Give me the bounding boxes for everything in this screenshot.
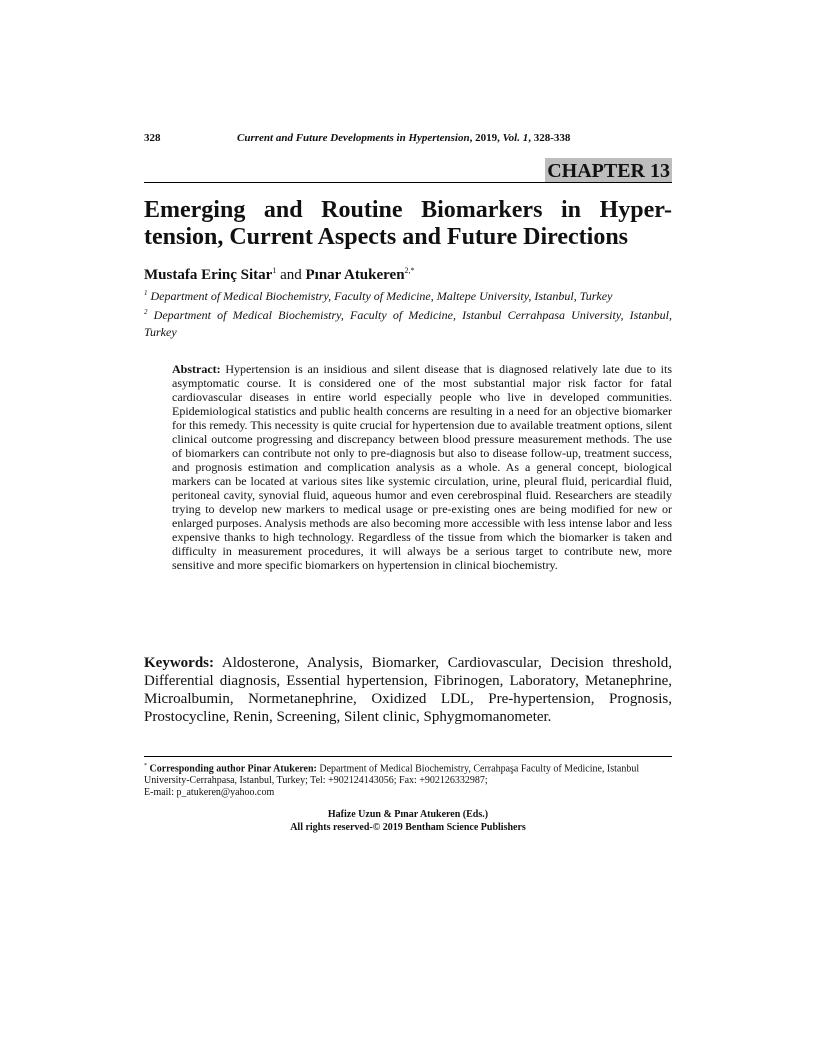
affiliation-1: $^1$ Department of Medical Biochemistry, Faculty of Medicine, Maltepe University, Istanbul, Turkey <box>144 289 613 303</box>
chapter-title <box>144 197 672 251</box>
chapter-rule <box>144 182 672 183</box>
abstract-label: Abstract: <box>172 362 221 376</box>
abstract <box>172 362 672 572</box>
keywords-label: Keywords: <box>144 655 214 671</box>
corresponding-author-footnote: * Corresponding author Pinar Atukeren: Department of Medical Biochemistry, Cerrahpaşa Faculty of Medicine, Istanbul University-Cerrahpasa, Istanbul, Turkey; Tel: +902124143056; Fax: +902126332987; E-mail: p_atukeren@yahoo.com <box>144 763 640 799</box>
editors-line: Hafize Uzun & Pınar Atukeren (Eds.) <box>327 809 489 820</box>
author-list: Mustafa Erinç Sitar$^1$ and Pınar Atukeren$^{2,*}$ <box>144 266 415 283</box>
footnote-rule <box>144 756 672 757</box>
affiliation-2: $^2$ Department of Medical Biochemistry, Faculty of Medicine, Istanbul Cerrahpasa University, Istanbul, Turkey <box>144 308 672 339</box>
editors-copyright <box>144 808 672 834</box>
author-1: Mustafa Erinç Sitar <box>144 267 273 283</box>
abstract-text: Hypertension is an insidious and silent disease that is diagnosed relatively late due to its asymptomatic course. It is considered one of the most substantial major risk factor for fatal cardiovascular diseases in entire world especially people who live in developed communities. Epidemiological statistics and public health concerns are resulting in a need for an objective biomarker for this remedy. This necessity is quite crucial for hypertension due to available treatment options, silent clinical outcome progressing and discrepancy between blood pressure measurement methods. The use of biomarkers can contribute not only to pre-diagnosis but also to disease follow-up, treatment success, and prognosis estimation and complication analysis as a whole. As a general concept, biological markers can be located at various sites like systemic circulation, urine, pleural fluid, pericardial fluid, peritoneal cavity, synovial fluid, aqueous humor and even cerebrospinal fluid. Researchers are steadily trying to develop new markers to medical usage or pre-existing ones are being modified for new or enlarged purposes. Analysis methods are also becoming more accessible with less intense labor and less expensive thanks to high technology. Regardless of the tissue from which the biomarker is taken and difficulty in measurement procedures, it will always be a serious target to contribute new, more sensitive and more specific biomarkers on hypertension in clinical biochemistry. <box>172 362 672 572</box>
author-email: E-mail: p_atukeren@yahoo.com <box>144 787 275 799</box>
journal-citation: Current and Future Developments in Hypertension, 2019, Vol. 1, 328-338 <box>237 132 571 144</box>
chapter-label: CHAPTER 13 <box>547 160 670 182</box>
keywords <box>144 654 672 726</box>
keywords-text: Aldosterone, Analysis, Biomarker, Cardiovascular, Decision threshold, Differential diagnosis, Essential hypertension, Fibrinogen, Laboratory, Metanephrine, Microalbumin, Normetanephrine, Oxidized LDL, Pre-hypertension, Prognosis, Prostocycline, Renin, Screening, Silent clinic, Sphygmomanometer. <box>144 655 672 725</box>
author-2: Pınar Atukeren <box>305 267 405 283</box>
copyright-line: All rights reserved-© 2019 Bentham Science Publishers <box>290 822 526 833</box>
page-number: 328 <box>144 132 161 144</box>
title-line-1: Emerging and Routine Biomarkers in Hyper- <box>144 197 672 223</box>
title-line-2: tension, Current Aspects and Future Directions <box>144 224 629 250</box>
